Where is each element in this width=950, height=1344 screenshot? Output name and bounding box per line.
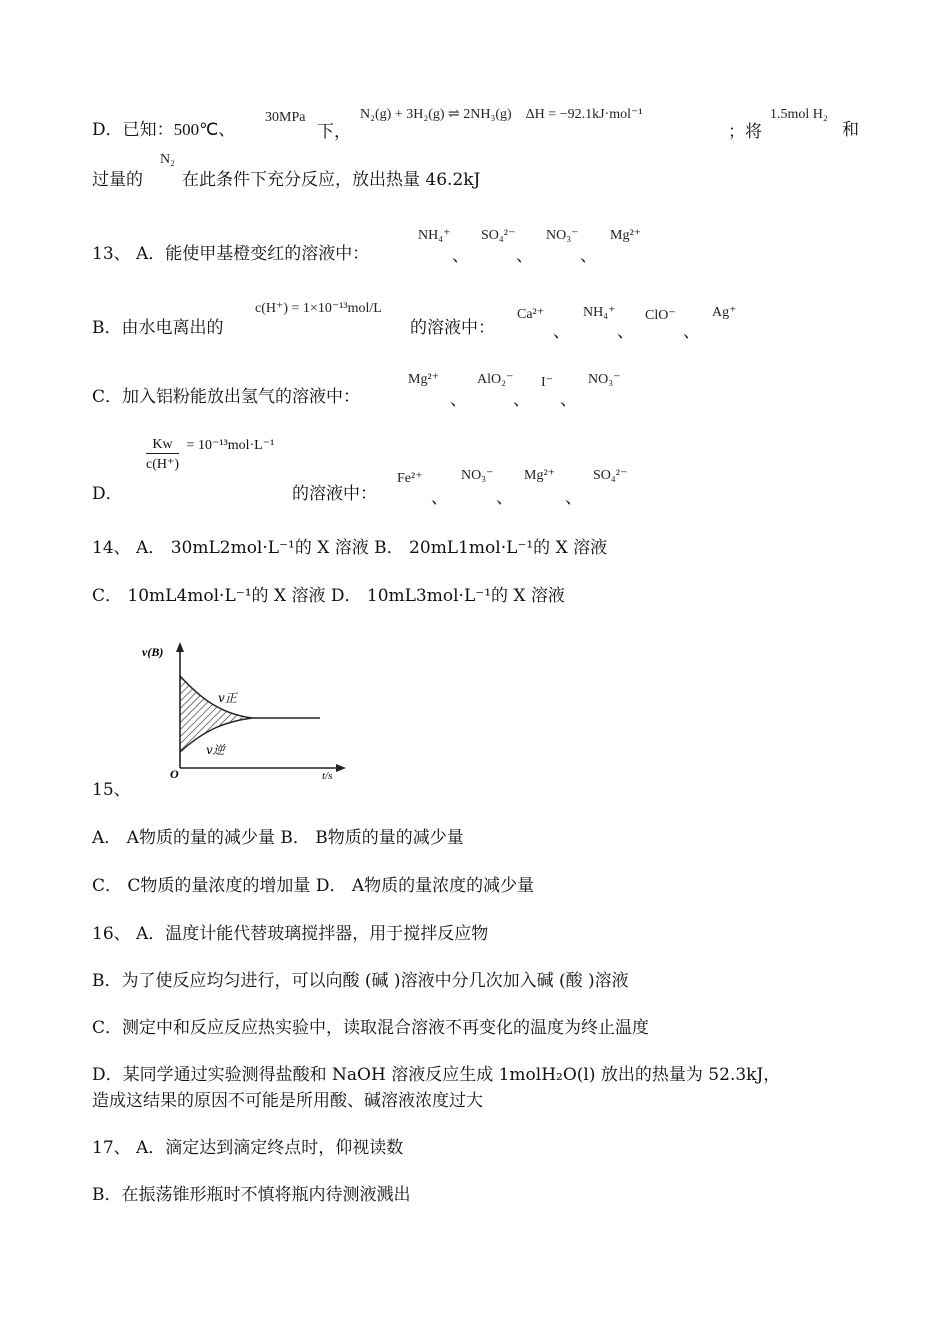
q15-line-a: A． A物质的量的减少量 B． B物质的量的减少量 xyxy=(92,828,464,848)
q12-temp: 500℃ xyxy=(173,120,219,139)
q13-c-prefix: C．加入铝粉能放出氢气的溶液中： xyxy=(92,387,361,407)
q15-line-c: C． C物质的量浓度的增加量 D． A物质的量浓度的减少量 xyxy=(92,876,535,896)
q13-sep: 、 xyxy=(683,322,700,342)
q12-line2-a: 过量的 xyxy=(92,170,143,190)
q14-line2: C． 10mL4mol·L⁻¹的 X 溶液 D． 10mL3mol·L⁻¹的 X 溶液 xyxy=(92,586,565,606)
v-reverse-label: v逆 xyxy=(206,743,225,757)
q13-sep: 、 xyxy=(496,488,513,508)
q13-d-fraction xyxy=(142,437,274,475)
q16-b: B．为了使反应均匀进行，可以向酸 (碱 )溶液中分几次加入碱 (酸 )溶液 xyxy=(92,971,629,991)
q12-d-line1 xyxy=(92,120,235,140)
q12-under: 下， xyxy=(317,122,351,142)
q13-b-prefix: B．由水电离出的 xyxy=(92,318,224,338)
q13-sep: 、 xyxy=(450,390,467,410)
q16-a: 16、 A．温度计能代替玻璃搅拌器，用于搅拌反应物 xyxy=(92,924,489,944)
y-axis-label: v(B) xyxy=(142,645,164,659)
q13-sep: 、 xyxy=(560,390,577,410)
x-axis-arrow xyxy=(336,764,346,772)
q13-sep: 、 xyxy=(513,390,530,410)
q13-d-num: Kw xyxy=(146,437,178,454)
q12-sep: 、 xyxy=(218,120,236,140)
q13-d-ion-1: Fe²⁺ xyxy=(397,471,423,486)
q13-c-ion-2: AlO₂⁻ xyxy=(477,372,514,387)
q13-b-mid: 的溶液中： xyxy=(410,318,495,338)
q14-line1: 14、 A． 30mL2mol·L⁻¹的 X 溶液 B． 20mL1mol·L⁻¹的 X 溶液 xyxy=(92,538,608,558)
q12-d-prefix: D．已知： xyxy=(92,120,174,140)
q13-d-ion-3: Mg²⁺ xyxy=(524,468,556,483)
q13-a-ion-4: Mg²⁺ xyxy=(610,228,642,243)
q12-line2-b: 在此条件下充分反应，放出热量 46.2kJ xyxy=(182,170,481,190)
q13-a-ion-3: NO₃⁻ xyxy=(546,228,579,243)
q16-d-line2: 造成这结果的原因不可能是所用酸、碱溶液浓度过大 xyxy=(92,1091,483,1111)
q13-sep: 、 xyxy=(516,246,533,266)
q13-c-ion-4: NO₃⁻ xyxy=(588,372,621,387)
q13-d-rhs: = 10⁻¹³mol·L⁻¹ xyxy=(186,438,275,453)
q13-b-ion-1: Ca²⁺ xyxy=(517,307,545,322)
q13-c-ion-3: I⁻ xyxy=(541,375,554,390)
q13-b-cond: c(H⁺) = 1×10⁻¹³mol/L xyxy=(255,301,382,316)
y-axis-arrow xyxy=(176,642,184,652)
q13-sep: 、 xyxy=(617,322,634,342)
q12-h2: 1.5mol H₂ xyxy=(770,107,828,122)
v-forward-label: v正 xyxy=(218,691,237,705)
origin-label: O xyxy=(170,767,179,780)
q12-jiang: ；将 xyxy=(728,122,762,142)
q13-d-den: c(H⁺) xyxy=(146,457,180,472)
q15-number: 15、 xyxy=(92,780,131,800)
q13-a-ion-2: SO₄²⁻ xyxy=(481,228,516,243)
q13-sep: 、 xyxy=(452,246,469,266)
q13-c-ion-1: Mg²⁺ xyxy=(408,372,440,387)
rate-time-graph xyxy=(142,640,352,780)
q12-he: 和 xyxy=(842,120,859,140)
q16-c: C．测定中和反应反应热实验中，读取混合溶液不再变化的温度为终止温度 xyxy=(92,1018,650,1038)
q12-equation: N₂(g) + 3H₂(g) ⇌ 2NH₃(g) ΔH = −92.1kJ·mol⁻¹ xyxy=(360,107,643,122)
q13-b-ion-4: Ag⁺ xyxy=(712,305,737,320)
q12-pressure: 30MPa xyxy=(265,110,306,125)
q16-d-line1: D．某同学通过实验测得盐酸和 NaOH 溶液反应生成 1molH₂O(l) 放出的热量为 52.3kJ， xyxy=(92,1065,781,1085)
q13-b-ion-3: ClO⁻ xyxy=(645,308,676,323)
q17-b: B．在振荡锥形瓶时不慎将瓶内待测液溅出 xyxy=(92,1185,411,1205)
q13-sep: 、 xyxy=(431,488,448,508)
q13-b-ion-2: NH₄⁺ xyxy=(583,305,616,320)
q13-sep: 、 xyxy=(553,322,570,342)
q13-sep: 、 xyxy=(565,488,582,508)
q13-a-prefix: 13、 A．能使甲基橙变红的溶液中： xyxy=(92,244,370,264)
q13-d-ion-2: NO₃⁻ xyxy=(461,468,494,483)
x-axis-label: t/s xyxy=(322,770,333,780)
q17-a: 17、 A．滴定达到滴定终点时，仰视读数 xyxy=(92,1138,404,1158)
q12-n2: N₂ xyxy=(160,152,175,167)
q13-a-ion-1: NH₄⁺ xyxy=(418,228,451,243)
q13-d-prefix: D． xyxy=(92,484,123,504)
q13-sep: 、 xyxy=(580,246,597,266)
q13-d-mid: 的溶液中： xyxy=(292,484,377,504)
q13-d-ion-4: SO₄²⁻ xyxy=(593,468,628,483)
